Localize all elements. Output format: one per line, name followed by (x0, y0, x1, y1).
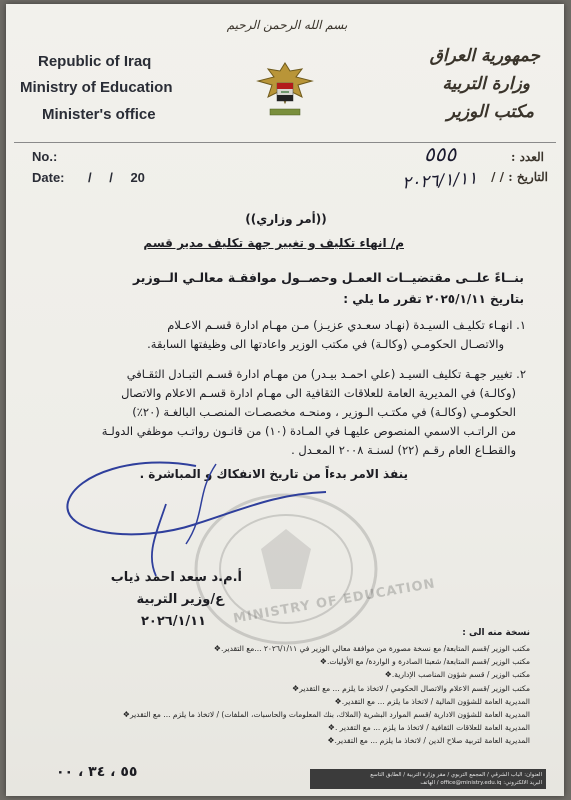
document-page (6, 4, 564, 796)
ar-number-label: العدد : (510, 150, 544, 164)
header-ar-line3: مكتب الوزير (446, 102, 534, 122)
item2-line4: من الراتـب الاسمي المنصوص عليهـا في المـادة (١٠) من قانـون رواتـب موظفي الدولـة (101, 424, 516, 438)
item2-line5: والقطـاع العام رقـم (٢٢) لسنـة ٢٠٠٨ المعـدل . (291, 443, 516, 457)
ar-date-value: ٢٠٢٦/١/١١ (401, 168, 478, 194)
order-intro-line2: بتاريخ ٢٠٢٥/١/١١ تقرر ما يلي : (343, 292, 524, 306)
header-divider (14, 142, 556, 143)
order-title: ((أمر وزاري)) (245, 212, 327, 226)
number-label: No.: (32, 149, 58, 164)
list-item: المديرية العامة للعلاقات الثقافية / لاتخاذ ما يلزم ... مع التقدير .❖ (327, 723, 530, 733)
order-effective: ينفذ الامر بدءاً من تاريخ الانفكاك و المباشرة . (139, 467, 408, 481)
header-en-line1: Republic of Iraq (38, 53, 152, 70)
header-ar-line1: جمهورية العراق (429, 46, 540, 66)
order-subject: م/ انهاء تكليف و تغيير جهة تكليف مدير قسم (143, 236, 404, 250)
list-item: مكتب الوزير /قسم الاعلام والاتصال الحكومي / لاتخاذ ما يلزم ... مع التقدير❖ (292, 683, 530, 693)
copies-list (10, 642, 530, 748)
date-label: Date: (32, 170, 65, 185)
signatory-name: أ.م.د سعد احمد ذياب (110, 570, 242, 585)
stamp-text: MINISTRY OF EDUCATION (232, 576, 437, 627)
item1-line1: ١. انهـاء تكليـف السيـدة (نهـاد سعـدي عزيـز) مـن مهـام ادارة قسـم الاعـلام (167, 318, 526, 332)
date-value: / / 20 (88, 170, 145, 185)
header-en-line2: Ministry of Education (20, 79, 173, 96)
order-intro-line1: بنــاءً علــى مقتضيــات العمـل وحصــول موافقـة معالـي الــوزير (133, 270, 524, 285)
footer-line1: العنوان: الباب الشرقي / المجمع التربوي / مقر وزارة التربية / الطابق التاسع (370, 772, 542, 778)
signature-date: ٢٠٢٦/١/١١ (140, 614, 206, 629)
footer-line2: البريد الالكتروني: office@ministry.edu.iq / الهاتف (420, 780, 542, 786)
item2-line3: الحكومـي (وكالـة) في مكتـب الـوزير ، ومنحـه مخصصـات المنصـب البالغـة (٢٠٪) (132, 405, 516, 419)
header-ar-line2: وزارة التربية (442, 74, 530, 94)
item1-line2: والاتصـال الحكومـي (وكالـة) في مكتب الوزير واعادتها الى وظيفتها السابقة. (147, 337, 504, 351)
list-item: المديرية العامة لتربية صلاح الدين / لاتخاذ ما يلزم ... مع التقدير.❖ (327, 736, 530, 746)
item2-line1: ٢. تغيير جهـة تكليف السيـد (علي احمـد بيـدر) من مهـام ادارة قسـم التبـادل الثقـافي (126, 367, 526, 381)
copies-heading: نسخة منه الى : (462, 628, 530, 638)
header-en-line3: Minister's office (42, 106, 156, 123)
list-item: مكتب الوزير / قسم شؤون المناصب الإدارية.❖ (384, 670, 530, 680)
list-item: مكتب الوزير /قسم المتابعة/ مع نسخة مصورة من موافقة معالي الوزير في ٢٠٢٦/١/١١ ...مع التقدير.❖ (213, 644, 530, 653)
ar-date-label: التاريخ : / / (491, 170, 548, 184)
signatory-title: ع/وزير التربية (136, 592, 224, 607)
iraq-eagle-emblem (250, 59, 320, 121)
footer-address (310, 769, 546, 789)
item2-line2: (وكالـة) في المديرية العامة للعلاقات الثقافية الى مهـام ادارة قسـم الاعلام والاتصال (121, 386, 516, 400)
list-item: المديرية العامة للشؤون المالية / لاتخاذ ما يلزم ... مع التقدير.❖ (334, 696, 530, 706)
list-item: المديرية العامة للشؤون الادارية /قسم الموارد البشرية (الملاك، بنك المعلومات والحاسبات، الملفات) / لاتخاذ ما يلزم ... مع التقدير❖ (122, 710, 530, 720)
serial-number: ٥٥ ، ٣٤ ، ٠٠ (56, 764, 138, 780)
ar-number-value: ٥٥٥ (424, 142, 457, 166)
basmala: بسم الله الرحمن الرحيم (226, 18, 348, 32)
handwritten-signature (46, 444, 346, 584)
list-item: مكتب الوزير /قسم المتابعة/ شعبتا الصادرة و الواردة/ مع الأوليات.❖ (319, 657, 530, 667)
